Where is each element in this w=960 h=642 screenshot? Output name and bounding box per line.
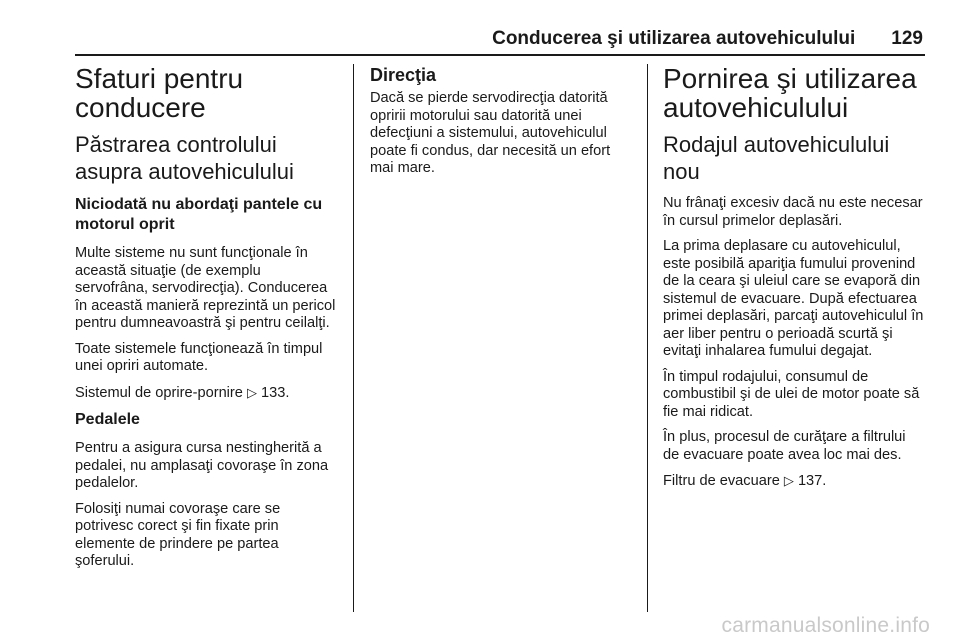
column-divider-2 bbox=[647, 64, 648, 612]
running-head bbox=[0, 28, 923, 54]
cross-reference-text: Filtru de evacuare bbox=[663, 473, 780, 489]
paragraph: În plus, procesul de curăţare a filtrului de evacuare poate avea loc mai des. bbox=[663, 429, 906, 463]
column-divider-1 bbox=[353, 64, 354, 612]
section-subtitle: Rodajul autovehiculului nou bbox=[663, 132, 890, 184]
cross-reference-page[interactable]: 137. bbox=[797, 473, 827, 489]
paragraph: Toate sistemele funcţionează în timpul unei opriri automate. bbox=[75, 340, 323, 374]
header-rule bbox=[75, 54, 925, 56]
cross-reference-line bbox=[663, 472, 925, 491]
cross-reference-page[interactable]: 133. bbox=[261, 384, 290, 401]
column-3 bbox=[663, 64, 925, 499]
watermark: carmanualsonline.info bbox=[721, 614, 930, 637]
page-number: 129 bbox=[891, 28, 923, 49]
triangle-right-outline-icon: ▷ bbox=[246, 384, 257, 400]
cross-reference-text: Sistemul de oprire-pornire bbox=[75, 384, 243, 401]
cross-reference-line bbox=[75, 384, 337, 403]
paragraph: Nu frânaţi excesiv dacă nu este necesar în cursul primelor deplasări. bbox=[663, 195, 923, 229]
paragraph: Folosiţi numai covoraşe care se potrivesc corect şi fin fixate prin elemente de prindere pe partea şoferului. bbox=[75, 500, 281, 569]
column-2 bbox=[370, 64, 632, 186]
chapter-title: Conducerea şi utilizarea autovehiculului bbox=[492, 28, 856, 49]
paragraph: La prima deplasare cu autovehiculul, este posibilă apariţia fumului provenind de la ceara şi uleiul care se evaporă din sistemul de evacuare. După efectuarea primei deplasări, parcaţi autovehiculul în aer liber pentru o perioadă scurtă şi evitaţi inhalarea fumului degajat. bbox=[663, 238, 924, 359]
subheading-slopes: Niciodată nu abordaţi pantele cu motorul oprit bbox=[75, 196, 323, 233]
column-1 bbox=[75, 64, 337, 579]
paragraph: Dacă se pierde servodirecţia datorită opririi motorului sau datorită unei defecţiuni a sistemului, autovehiculul poate fi condus, dar necesită un efort mai mare. bbox=[370, 90, 611, 176]
section-title: Pornirea şi utilizarea autovehiculului bbox=[663, 63, 917, 123]
subheading-pedals: Pedalele bbox=[75, 411, 140, 428]
paragraph: În timpul rodajului, consumul de combustibil şi de ulei de motor poate să fie mai ridicat. bbox=[663, 368, 920, 420]
paragraph: Multe sisteme nu sunt funcţionale în această situaţie (de exemplu servofrâna, servodirecţia). Conducerea în această manieră reprezintă un pericol pentru dumneavoastră şi pentru ceilalţi. bbox=[75, 245, 336, 331]
section-subtitle: Păstrarea controlului asupra autovehiculului bbox=[75, 132, 294, 184]
triangle-right-outline-icon: ▷ bbox=[783, 473, 794, 488]
section-title: Sfaturi pentru conducere bbox=[75, 63, 244, 123]
subheading-steering: Direcţia bbox=[370, 65, 437, 85]
paragraph: Pentru a asigura cursa nestingherită a pedalei, nu amplasaţi covoraşe în zona pedalelor. bbox=[75, 440, 329, 491]
